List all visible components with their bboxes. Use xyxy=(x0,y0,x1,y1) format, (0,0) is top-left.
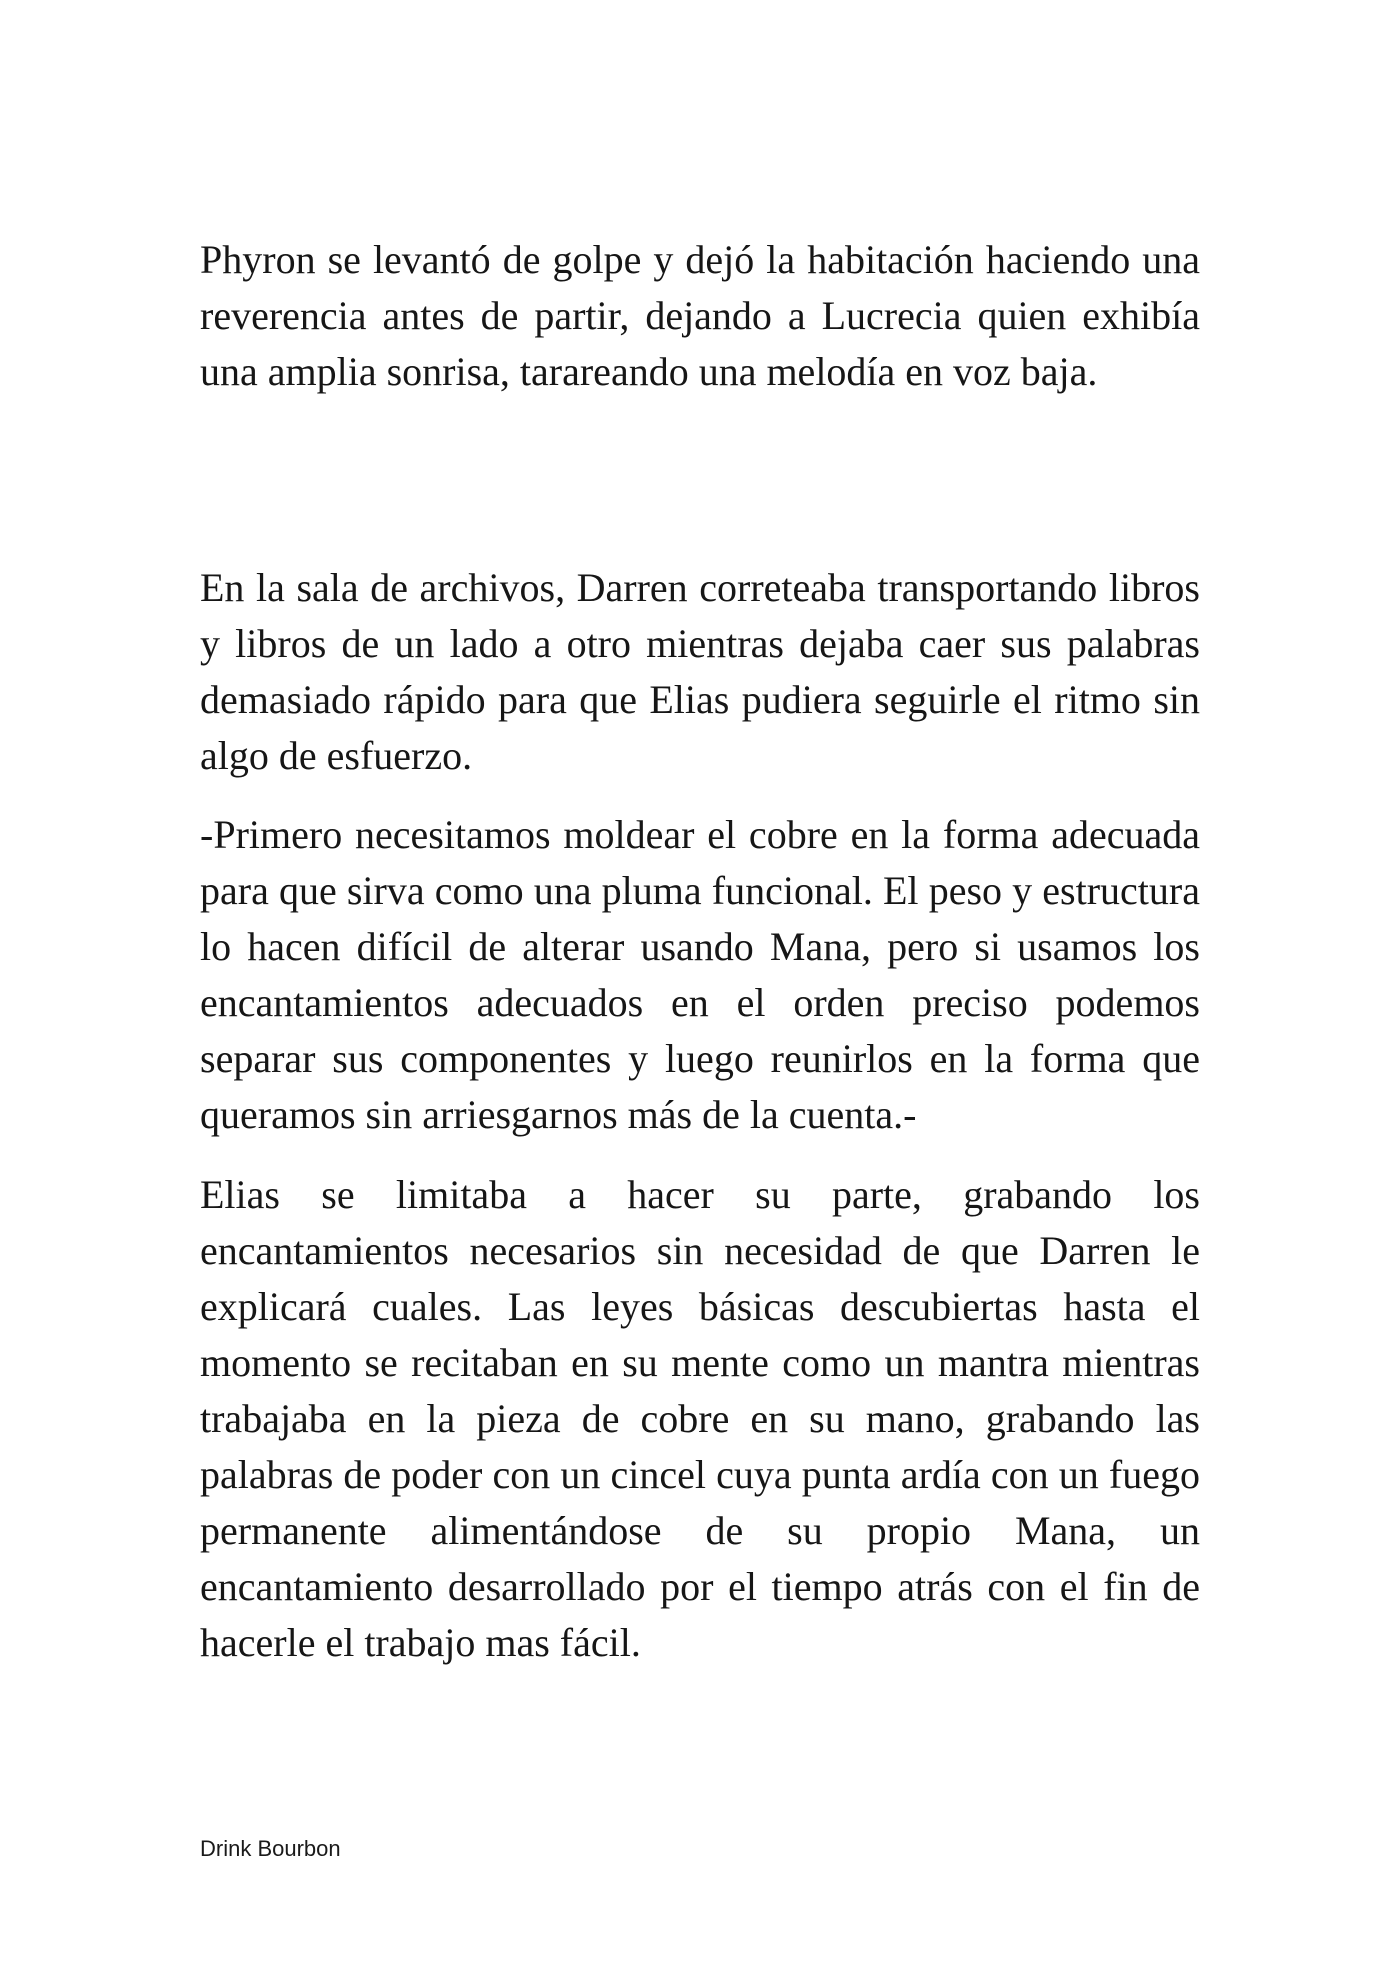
paragraph-elias-engraving: Elias se limitaba a hacer su parte, grabando los encantamientos necesarios sin necesidad de que Darren le explicará cuales. Las leyes básicas descubiertas hasta el momento se recitaban en su mente como un mantra mientras trabajaba en la pieza de cobre en su mano, grabando las palabras de poder con un cincel cuya punta ardía con un fuego permanente alimentándose de su propio Mana, un encantamiento desarrollado por el tiempo atrás con el fin de hacerle el trabajo mas fácil. xyxy=(200,1172,1200,1665)
paragraph-archive-room: En la sala de archivos, Darren correteaba transportando libros y libros de un lado a otro mientras dejaba caer sus palabras demasiado rápido para que Elias pudiera seguirle el ritmo sin algo de esfuerzo. xyxy=(200,565,1200,778)
paragraph-phyron-leaves: Phyron se levantó de golpe y dejó la habitación haciendo una reverencia antes de partir, dejando a Lucrecia quien exhibía una amplia sonrisa, tarareando una melodía en voz baja. xyxy=(200,237,1200,394)
page-footer: Drink Bourbon xyxy=(200,1836,341,1861)
paragraph-darren-dialogue: -Primero necesitamos moldear el cobre en la forma adecuada para que sirva como una pluma funcional. El peso y estructura lo hacen difícil de alterar usando Mana, pero si usamos los encantamientos adecuados en el orden preciso podemos separar sus componentes y luego reunirlos en la forma que queramos sin arriesgarnos más de la cuenta.- xyxy=(200,812,1200,1137)
